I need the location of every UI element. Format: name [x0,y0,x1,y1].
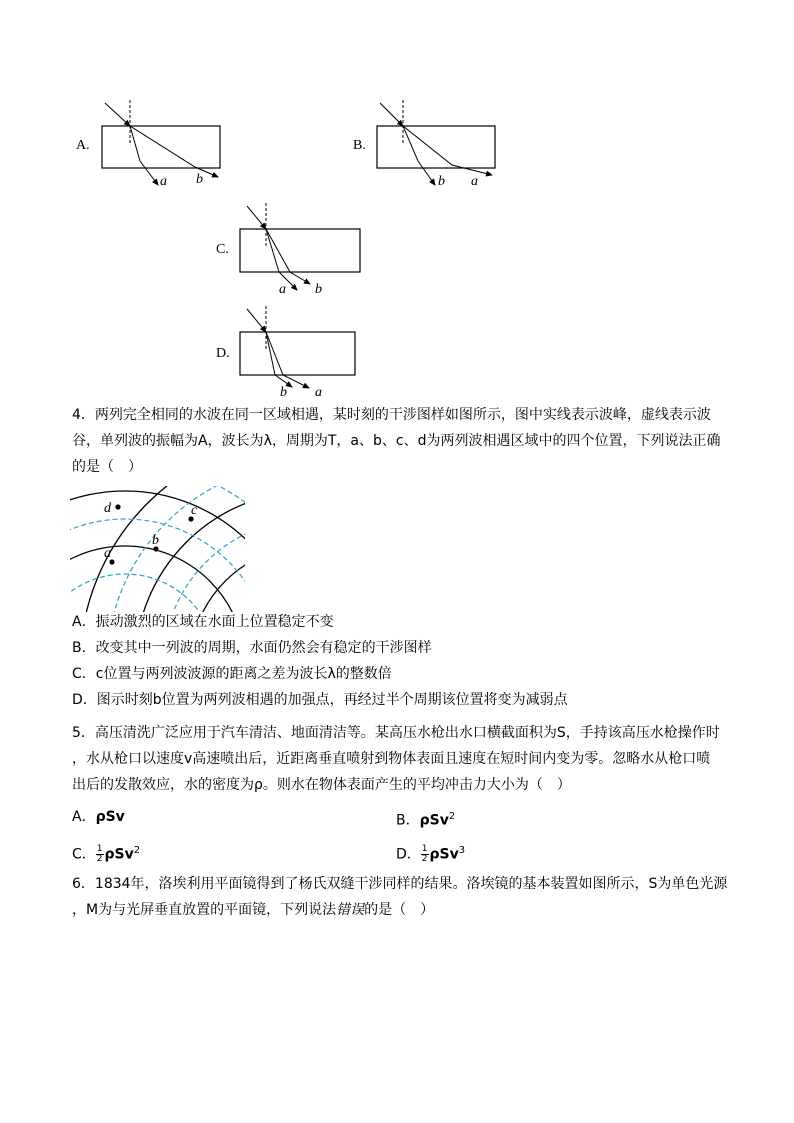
svg-text:b: b [196,172,203,187]
question-5-stem: 5．高压清洗广泛应用于汽车清洁、地面清洁等。某高压水枪出水口横截面积为S，手持该高压水枪操作时 ，水从枪口以速度v高速喷出后，近距离垂直喷射到物体表面且速度在短时间内变为零。忽略水从枪口喷 出后的发散效应，水的密度为ρ。则水在物体表面产生的平均冲击力大小为（ ） [72,725,720,793]
svg-text:b: b [152,533,159,548]
option-a-label: A. [76,138,90,153]
emphasis-wrong: 错误 [336,902,365,918]
svg-text:a: a [315,385,322,400]
svg-text:a: a [279,282,286,297]
svg-text:b: b [315,282,322,297]
refraction-diagram-c [235,200,370,298]
question-6-stem: 6．1834年，洛埃利用平面镜得到了杨氏双缝干涉同样的结果。洛埃镜的基本装置如图所示，S为单色光源 ，M为与光屏垂直放置的平面镜，下列说法错误的是（ ） [72,876,728,918]
question-4-stem: 4．两列完全相同的水波在同一区域相遇，某时刻的干涉图样如图所示，图中实线表示波峰，虚线表示波 谷，单列波的振幅为A，波长为λ，周期为T，a、b、c、d为两列波相遇区域中的四个位置，下列说法正确 的是（ ） [72,407,721,475]
svg-text:a: a [160,174,167,189]
q4-option-d[interactable]: D．图示时刻b位置为两列波相遇的加强点，再经过半个周期该位置将变为减弱点 [72,692,568,708]
option-c-label: C. [216,242,229,257]
svg-text:d: d [104,501,111,516]
q4-option-b[interactable]: B．改变其中一列波的周期，水面仍然会有稳定的干涉图样 [72,640,432,656]
refraction-diagram-b [370,95,510,190]
svg-text:a: a [104,546,111,561]
svg-text:b: b [280,385,287,400]
svg-text:b: b [438,174,445,189]
svg-text:c: c [191,503,198,518]
q5-option-a[interactable]: A．ρSv [72,809,125,825]
q5-option-b[interactable]: B．ρSv$^2$ [396,811,456,829]
refraction-diagram-a [95,95,235,190]
q5-option-c[interactable]: C． $\frac{1}{2}$ ρSv$^2$ [72,844,141,865]
option-b-label: B. [353,138,366,153]
q5-option-d[interactable]: D． $\frac{1}{2}$ ρSv$^3$ [396,844,466,865]
interference-pattern-figure [70,486,245,612]
q4-option-a[interactable]: A．振动激烈的区域在水面上位置稳定不变 [72,614,334,630]
option-d-label: D. [216,346,230,361]
q4-option-c[interactable]: C．c位置与两列波波源的距离之差为波长λ的整数倍 [72,666,392,682]
svg-text:a: a [471,174,478,189]
refraction-diagram-d [235,303,370,401]
question-4-options [72,609,732,713]
